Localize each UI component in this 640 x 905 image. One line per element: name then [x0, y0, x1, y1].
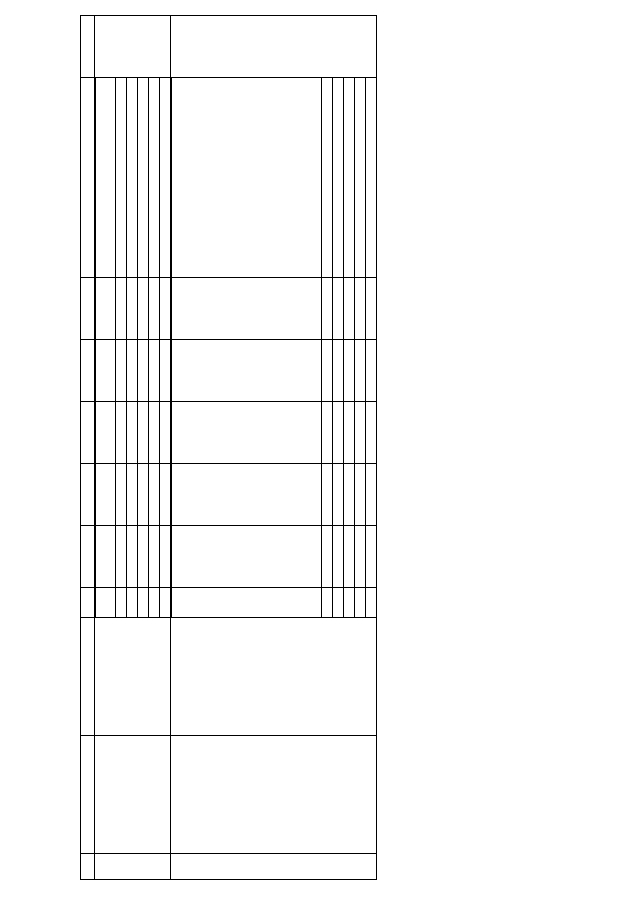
value-col10 [366, 78, 377, 278]
value-col9 [333, 278, 344, 340]
value-col7 [366, 402, 377, 464]
value-col5 [366, 526, 377, 588]
spacer-cell [172, 464, 322, 526]
value-col10 [355, 78, 366, 278]
value-col6 [333, 464, 344, 526]
value-col5 [127, 526, 138, 588]
value-col7 [322, 402, 333, 464]
row-link [95, 16, 171, 78]
value-col5 [138, 526, 149, 588]
spacer-cell [96, 278, 116, 340]
value-col8 [149, 340, 160, 402]
year-cell [344, 588, 355, 618]
column-header-5 [81, 526, 95, 588]
column-header-4 [81, 588, 95, 618]
value-col9 [127, 278, 138, 340]
spacer-cell [172, 588, 322, 618]
value-col10 [344, 78, 355, 278]
value-col6 [355, 464, 366, 526]
value-col8 [160, 340, 171, 402]
value-col6 [160, 464, 171, 526]
year-cell [333, 588, 344, 618]
value-col8 [355, 340, 366, 402]
value-col5 [160, 526, 171, 588]
row-activity-name [171, 736, 377, 854]
value-col6 [138, 464, 149, 526]
value-col7 [333, 402, 344, 464]
rotated-table-wrapper [80, 20, 585, 880]
value-col7 [149, 402, 160, 464]
value-col7 [116, 402, 127, 464]
column-header-7 [81, 402, 95, 464]
value-col8 [366, 340, 377, 402]
value-col8 [138, 340, 149, 402]
spacer-cell [96, 340, 116, 402]
value-col5 [322, 526, 333, 588]
row-1-3-9 [171, 16, 377, 880]
value-col10 [116, 78, 127, 278]
value-col7 [160, 402, 171, 464]
value-col6 [149, 464, 160, 526]
value-col9 [322, 278, 333, 340]
column-header-10 [81, 78, 95, 278]
value-col7 [127, 402, 138, 464]
value-col7 [138, 402, 149, 464]
value-col9 [160, 278, 171, 340]
value-col10 [149, 78, 160, 278]
value-col10 [160, 78, 171, 278]
spacer-cell [96, 402, 116, 464]
spacer-cell [172, 340, 322, 402]
value-col5 [116, 526, 127, 588]
row-number [95, 854, 171, 880]
column-header-9 [81, 278, 95, 340]
row-1-3-8 [95, 16, 171, 880]
year-cell [355, 588, 366, 618]
value-col10 [322, 78, 333, 278]
spacer-cell [96, 78, 116, 278]
value-col9 [366, 278, 377, 340]
value-col8 [127, 340, 138, 402]
spacer-cell [172, 78, 322, 278]
value-col5 [333, 526, 344, 588]
column-header-11 [81, 16, 95, 78]
value-col5 [344, 526, 355, 588]
value-col7 [344, 402, 355, 464]
spacer-cell [172, 278, 322, 340]
year-cell [160, 588, 171, 618]
value-col10 [138, 78, 149, 278]
spacer-cell [96, 464, 116, 526]
value-col5 [149, 526, 160, 588]
spacer-cell [172, 402, 322, 464]
row-executor [171, 618, 377, 736]
program-table [80, 15, 377, 880]
column-header-2 [81, 736, 95, 854]
value-col7 [355, 402, 366, 464]
year-cell [127, 588, 138, 618]
column-header-8 [81, 340, 95, 402]
column-header-6 [81, 464, 95, 526]
column-header-3 [81, 618, 95, 736]
header-row [81, 16, 95, 880]
row-number [171, 854, 377, 880]
spacer-cell [172, 526, 322, 588]
row-executor [95, 618, 171, 736]
value-col9 [344, 278, 355, 340]
column-header-1 [81, 854, 95, 880]
value-col6 [322, 464, 333, 526]
value-col6 [116, 464, 127, 526]
spacer-cell [96, 526, 116, 588]
spacer-cell [96, 588, 116, 618]
year-cell [366, 588, 377, 618]
row-link [171, 16, 377, 78]
value-col9 [149, 278, 160, 340]
value-col6 [127, 464, 138, 526]
value-col5 [355, 526, 366, 588]
year-cell [322, 588, 333, 618]
row-activity-name [95, 736, 171, 854]
value-col8 [322, 340, 333, 402]
value-col6 [366, 464, 377, 526]
value-col6 [344, 464, 355, 526]
value-col10 [333, 78, 344, 278]
value-col8 [344, 340, 355, 402]
value-col10 [127, 78, 138, 278]
value-col8 [116, 340, 127, 402]
value-col9 [138, 278, 149, 340]
value-col8 [333, 340, 344, 402]
value-col9 [355, 278, 366, 340]
year-cell [138, 588, 149, 618]
year-cell [116, 588, 127, 618]
year-cell [149, 588, 160, 618]
value-col9 [116, 278, 127, 340]
